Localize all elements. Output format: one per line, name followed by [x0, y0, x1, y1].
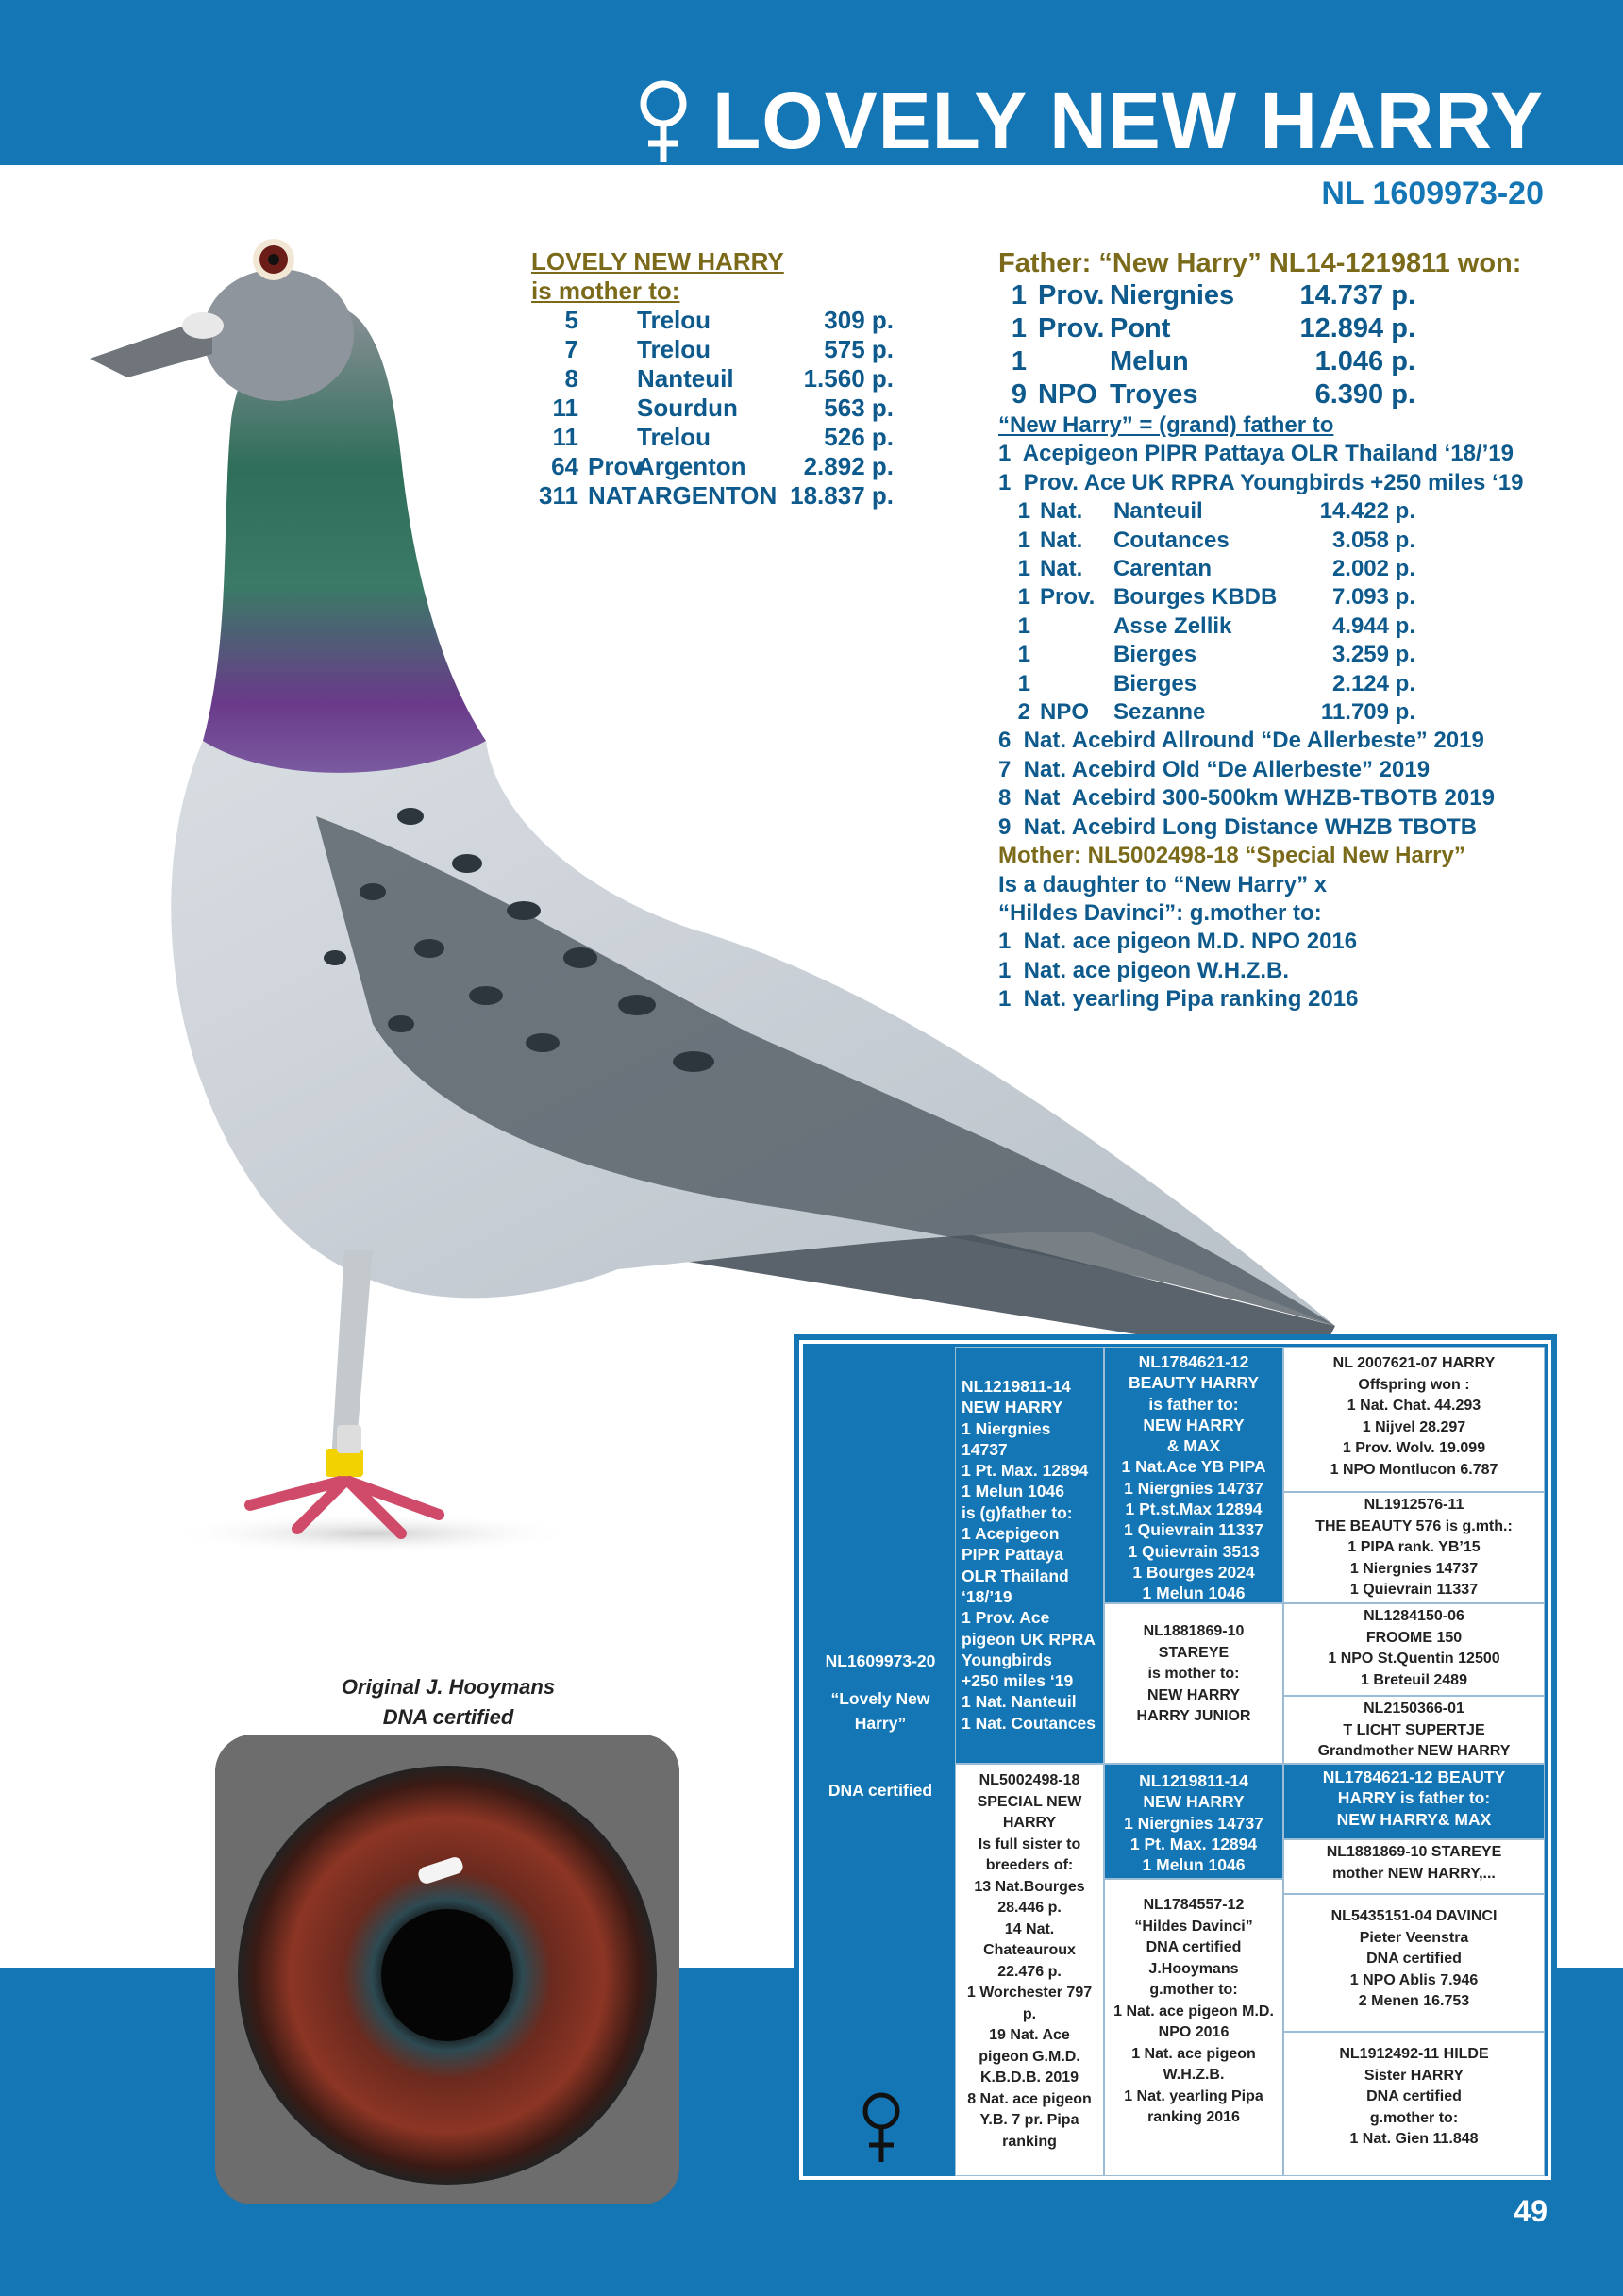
- mother-to-place: 311: [539, 481, 578, 510]
- grand-place: 1: [1017, 527, 1030, 553]
- dss-cell: NL1784621-12 BEAUTY HARRY is father to: NEW HARRY& MAX: [1283, 1764, 1545, 1839]
- mother-to-birds: 309 p.: [824, 306, 894, 334]
- grand-row: [998, 670, 1621, 698]
- father-win-cat: NPO: [1038, 379, 1097, 410]
- mother-line: “Hildes Davinci”: g.mother to:: [998, 899, 1322, 926]
- father-win-row: [998, 279, 1621, 312]
- father-win-row: [998, 312, 1621, 345]
- grand-cat: [1030, 612, 1113, 641]
- grand-birds: 2.002 p.: [1331, 556, 1415, 582]
- credit-line: DNA certified: [382, 1705, 514, 1729]
- mother-to-cat: Prov: [588, 452, 643, 480]
- grand-father-heading: “New Harry” = (grand) father to: [998, 412, 1334, 438]
- mother-to-row: [531, 481, 937, 511]
- grand-cat: [1030, 641, 1113, 669]
- mother-to-cat: [578, 335, 637, 364]
- father-heading: Father: “New Harry” NL14-1219811 won:: [998, 248, 1522, 278]
- grand-place: 1: [1017, 670, 1030, 696]
- mother-to-birds: 2.892 p.: [803, 452, 894, 480]
- mother-win: 1 Nat. yearling Pipa ranking 2016: [998, 986, 1359, 1013]
- dsd-cell: NL1881869-10 STAREYE mother NEW HARRY,...: [1283, 1839, 1545, 1894]
- sire-cell: NL1219811-14 NEW HARRY 1 Niergnies 14737 1 Pt. Max. 12894 1 Melun 1046 is (g)father to: 1 Acepigeon PIPR Pattaya OLR Thailand ‘18/’19 1 Prov. Ace pigeon UK RPRA Youngbirds +250 miles ‘19 1 Nat. Nanteuil 1 Nat. Coutances: [955, 1347, 1104, 1764]
- mother-to-row: [531, 394, 937, 423]
- subject-info: [806, 1649, 955, 1735]
- mother-to-race: Sourdun: [637, 394, 738, 422]
- grand-place: 1: [1017, 556, 1030, 582]
- dam-cell: NL5002498-18 SPECIAL NEW HARRY Is full sister to breeders of: 13 Nat.Bourges 28.446 p. 14 Nat. Chateauroux 22.476 p. 1 Worchester 797 p. 19 Nat. Ace pigeon G.M.D. K.B.D.B. 2019 8 Nat. ace pigeon Y.B. 7 pr. Pipa ranking: [955, 1764, 1104, 2176]
- mother-to-row: [531, 423, 937, 452]
- subject-ring: NL1609973-20: [825, 1651, 936, 1670]
- mother-to-cat: NAT: [588, 481, 637, 510]
- mother-to-row: [531, 335, 937, 364]
- grand-row: [998, 527, 1621, 555]
- father-win-race: Troyes: [1110, 379, 1198, 410]
- mother-to-place: 11: [552, 423, 578, 451]
- father-win-race: Niergnies: [1110, 280, 1235, 310]
- pedigree-subject: [806, 1347, 955, 2173]
- mother-to-row: [531, 306, 937, 335]
- mother-to-place: 11: [552, 394, 578, 422]
- grand-place: 1: [1017, 584, 1030, 611]
- mother-to-cat: [578, 394, 637, 423]
- mother-to-row: [531, 452, 937, 481]
- sdd-cell: NL2150366-01 T LICHT SUPERTJE Grandmother NEW HARRY: [1283, 1696, 1545, 1764]
- grand-row: [998, 641, 1621, 669]
- father-section: [998, 247, 1621, 1014]
- grand-line: 1 Acepigeon PIPR Pattaya OLR Thailand ‘18/’19: [998, 441, 1514, 467]
- mother-to-subheading: is mother to:: [531, 277, 680, 305]
- sss-cell: NL 2007621-07 HARRY Offspring won : 1 Nat. Chat. 44.293 1 Nijvel 28.297 1 Prov. Wolv. 19.099 1 NPO Montlucon 6.787: [1283, 1347, 1545, 1492]
- credit-line: Original J. Hooymans: [341, 1675, 556, 1699]
- grand-row: [998, 583, 1621, 612]
- sire-sire-cell: NL1784621-12 BEAUTY HARRY is father to: NEW HARRY & MAX 1 Nat.Ace YB PIPA 1 Niergnies 14737 1 Pt.st.Max 12894 1 Quievrain 11337 1 Quievrain 3513 1 Bourges 2024 1 Melun 1046: [1104, 1347, 1283, 1603]
- mother-to-race: Trelou: [637, 423, 711, 451]
- subject-name: Harry”: [854, 1714, 907, 1733]
- grand-birds: 11.709 p.: [1320, 699, 1415, 726]
- grand-cat: [1030, 670, 1113, 698]
- mother-win: 1 Nat. ace pigeon W.H.Z.B.: [998, 957, 1290, 983]
- mother-to-list: [531, 247, 937, 511]
- subject-dna: DNA certified: [828, 1781, 933, 1800]
- page-title: [635, 74, 1544, 168]
- father-win-cat: [1027, 345, 1110, 378]
- mother-to-race: Trelou: [637, 335, 711, 363]
- grand-birds: 3.058 p.: [1331, 527, 1415, 553]
- grand-birds: 7.093 p.: [1331, 584, 1415, 611]
- father-win-place: 1: [1011, 346, 1027, 377]
- grand-cat: Prov.: [1040, 584, 1096, 611]
- page-number: 49: [1514, 2194, 1548, 2228]
- female-symbol-icon: [635, 77, 692, 164]
- acebird-line: 9 Nat. Acebird Long Distance WHZB TBOTB: [998, 813, 1478, 840]
- father-win-place: 1: [1011, 313, 1027, 344]
- sire-dam-cell: NL1881869-10 STAREYE is mother to: NEW HARRY HARRY JUNIOR: [1104, 1603, 1283, 1764]
- grand-place: 1: [1017, 498, 1030, 525]
- acebird-line: 8 Nat Acebird 300-500km WHZB-TBOTB 2019: [998, 785, 1495, 812]
- grand-race: Nanteuil: [1113, 498, 1203, 525]
- grand-race: Bierges: [1113, 670, 1197, 696]
- father-win-place: 1: [1011, 280, 1027, 310]
- grand-birds: 14.422 p.: [1319, 498, 1415, 525]
- father-win-race: Pont: [1110, 313, 1171, 344]
- mother-to-birds: 18.837 p.: [790, 481, 894, 510]
- grand-birds: 3.259 p.: [1331, 642, 1415, 668]
- father-win-birds: 6.390 p.: [1314, 379, 1415, 410]
- grand-place: 1: [1017, 612, 1030, 639]
- grand-cat: Nat.: [1040, 556, 1083, 582]
- acebird-line: 6 Nat. Acebird Allround “De Allerbeste” 2019: [998, 728, 1484, 754]
- father-win-cat: Prov.: [1038, 280, 1105, 310]
- pedigree-chart: [803, 1344, 1548, 2176]
- mother-to-row: [531, 364, 937, 394]
- mother-to-race: ARGENTON: [637, 481, 778, 510]
- mother-to-birds: 526 p.: [824, 423, 894, 451]
- grand-race: Sezanne: [1113, 699, 1206, 726]
- mother-to-race: Argenton: [637, 452, 746, 480]
- acebird-line: 7 Nat. Acebird Old “De Allerbeste” 2019: [998, 756, 1431, 782]
- grand-cat: NPO: [1040, 699, 1090, 726]
- grand-race: Coutances: [1113, 527, 1230, 553]
- mother-to-place: 64: [551, 452, 578, 480]
- sds-cell: NL1284150-06 FROOME 150 1 NPO St.Quentin 12500 1 Breteuil 2489: [1283, 1603, 1545, 1696]
- grand-birds: 2.124 p.: [1331, 670, 1415, 696]
- grand-row: [998, 698, 1621, 727]
- grand-birds: 4.944 p.: [1331, 612, 1415, 639]
- mother-line: Is a daughter to “New Harry” x: [998, 871, 1328, 897]
- mother-to-cat: [578, 364, 637, 394]
- eye-photo: [215, 1735, 679, 2204]
- grand-race: Asse Zellik: [1113, 612, 1232, 639]
- subject-name: “Lovely New: [830, 1689, 930, 1708]
- mother-to-place: 8: [564, 364, 578, 393]
- title-text: LOVELY NEW HARRY: [711, 75, 1544, 165]
- mother-to-cat: [578, 306, 637, 335]
- mother-win: 1 Nat. ace pigeon M.D. NPO 2016: [998, 929, 1358, 955]
- grand-cat: Nat.: [1040, 527, 1083, 553]
- mother-to-place: 5: [564, 306, 578, 334]
- grand-line: 1 Prov. Ace UK RPRA Youngbirds +250 miles ‘19: [998, 469, 1524, 495]
- grand-race: Carentan: [1113, 556, 1213, 582]
- grand-row: [998, 497, 1621, 526]
- father-win-birds: 12.894 p.: [1299, 313, 1415, 344]
- grand-place: 1: [1017, 642, 1030, 668]
- grand-row: [998, 555, 1621, 583]
- mother-to-birds: 1.560 p.: [803, 364, 894, 393]
- grand-cat: Nat.: [1040, 498, 1083, 525]
- father-win-place: 9: [1011, 379, 1027, 410]
- mother-to-birds: 563 p.: [824, 394, 894, 422]
- eye-credit: [311, 1672, 585, 1733]
- dds-cell: NL5435151-04 DAVINCI Pieter Veenstra DNA certified 1 NPO Ablis 7.946 2 Menen 16.753: [1283, 1894, 1545, 2032]
- ring-number: NL 1609973-20: [1321, 176, 1544, 211]
- mother-to-race: Trelou: [637, 306, 711, 334]
- ssd-cell: NL1912576-11 THE BEAUTY 576 is g.mth.: 1 PIPA rank. YB’15 1 Niergnies 14737 1 Quievrain 11337: [1283, 1492, 1545, 1603]
- grand-row: [998, 612, 1621, 641]
- mother-to-place: 7: [564, 335, 578, 363]
- mother-to-cat: [578, 423, 637, 452]
- female-symbol-icon: [858, 2090, 905, 2164]
- father-win-row: [998, 345, 1621, 378]
- dam-dam-cell: NL1784557-12 “Hildes Davinci” DNA certified J.Hooymans g.mother to: 1 Nat. ace pigeon M.D. NPO 2016 1 Nat. ace pigeon W.H.Z.B. 1 Nat. yearling Pipa ranking 2016: [1104, 1879, 1283, 2176]
- grand-race: Bourges KBDB: [1113, 584, 1278, 611]
- ddd-cell: NL1912492-11 HILDE Sister HARRY DNA certified g.mother to: 1 Nat. Gien 11.848: [1283, 2032, 1545, 2176]
- father-win-birds: 14.737 p.: [1299, 280, 1415, 310]
- mother-to-heading: LOVELY NEW HARRY: [531, 247, 784, 276]
- grand-race: Bierges: [1113, 642, 1197, 668]
- mother-to-birds: 575 p.: [824, 335, 894, 363]
- mother-heading: Mother: NL5002498-18 “Special New Harry”: [998, 843, 1465, 869]
- father-win-row: [998, 378, 1621, 411]
- dam-sire-cell: NL1219811-14 NEW HARRY 1 Niergnies 14737 1 Pt. Max. 12894 1 Melun 1046: [1104, 1764, 1283, 1879]
- father-win-race: Melun: [1110, 346, 1189, 377]
- father-win-birds: 1.046 p.: [1314, 346, 1415, 377]
- mother-to-race: Nanteuil: [637, 364, 734, 393]
- grand-place: 2: [1017, 699, 1030, 726]
- father-win-cat: Prov.: [1038, 313, 1105, 344]
